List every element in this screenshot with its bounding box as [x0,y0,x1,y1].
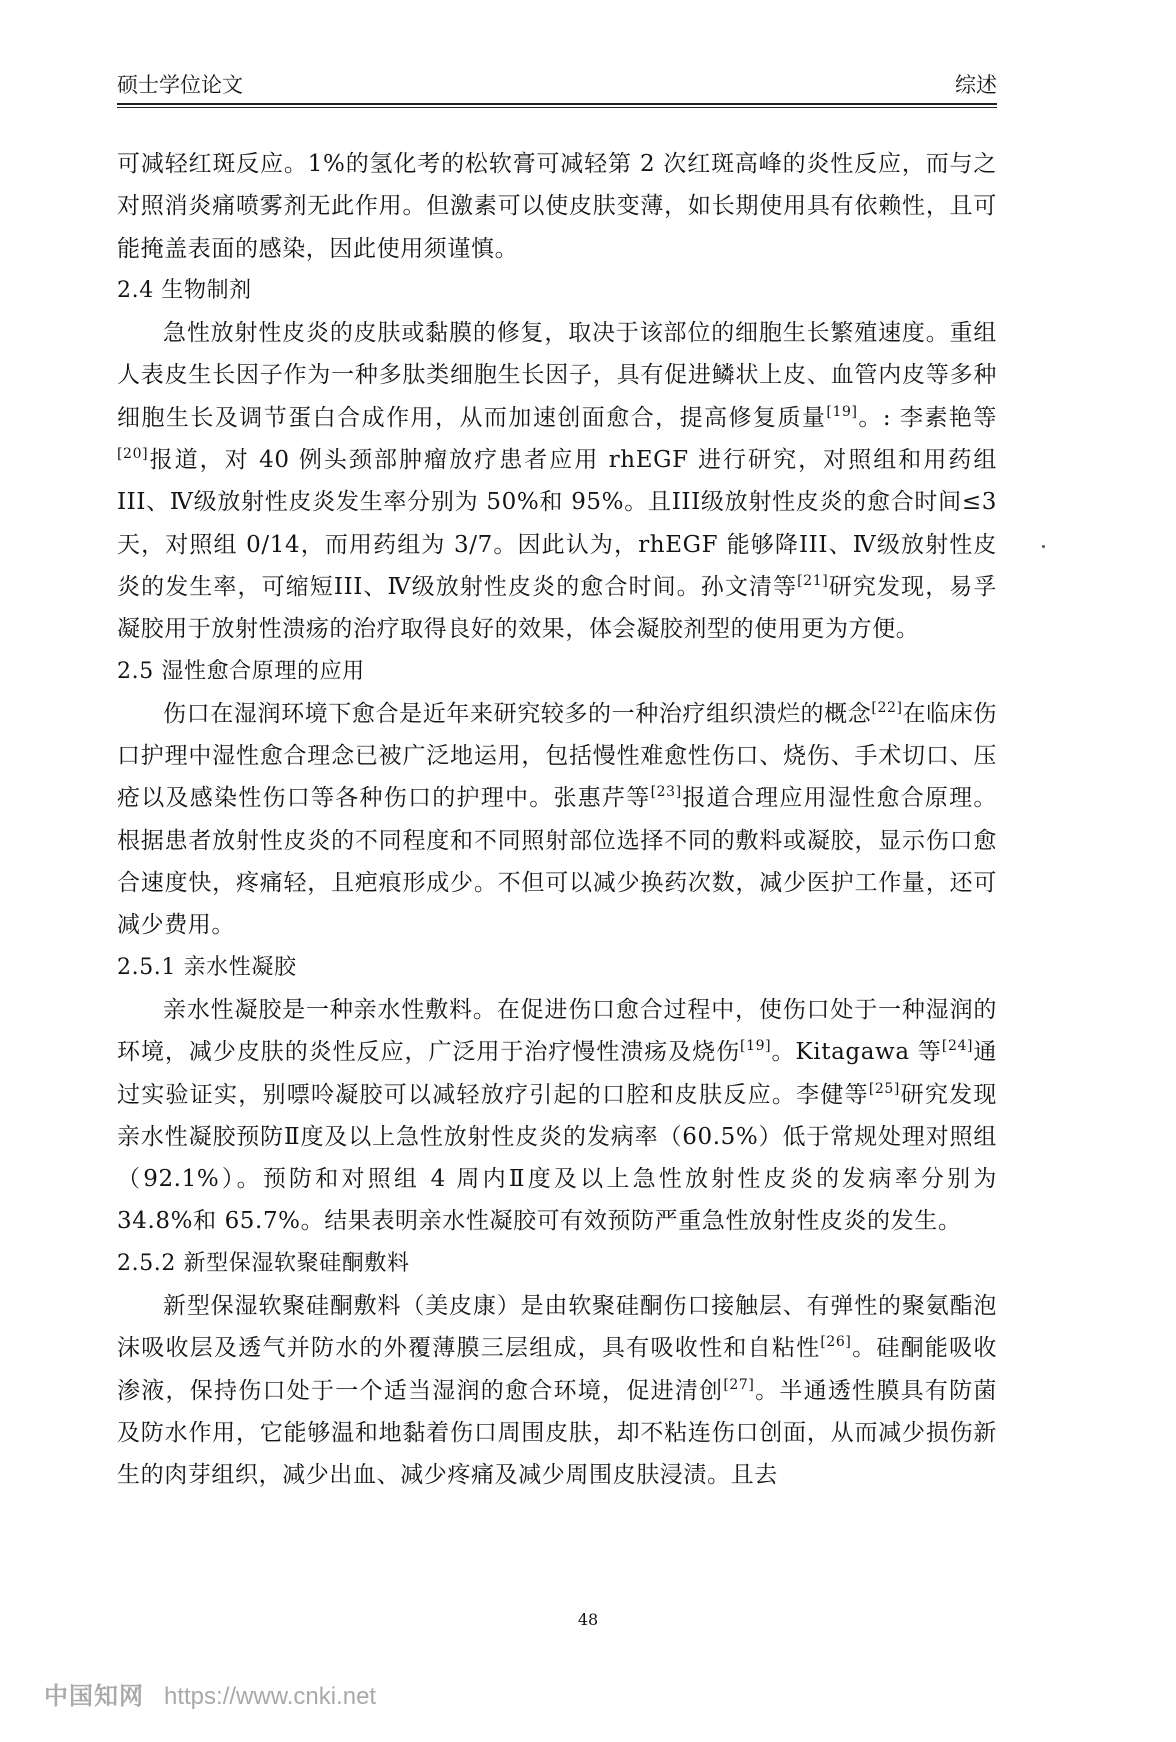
paragraph [117,693,997,947]
citation-ref: [26] [820,1334,852,1351]
header-thesis-type: 硕士学位论文 [117,73,243,97]
watermark-brand: 中国知网 [44,1683,144,1710]
citation-ref: [27] [723,1376,755,1393]
text-run: 在临床伤口护理中湿性愈合理念已被广泛地运用，包括慢性难愈性伤口、烧伤、手术切口、压疮以及感染性伤口等各种伤口的护理中。张惠芹等 [117,700,998,812]
body-text [117,143,997,1497]
page-number: 48 [577,1610,599,1629]
section-heading: 2.5 湿性愈合原理的应用 [117,658,365,684]
running-header [117,70,997,100]
text-run: 报道合理应用湿性愈合原理。根据患者放射性皮炎的不同程度和不同照射部位选择不同的敷料或凝胶，显示伤口愈合速度快，疼痛轻，且疤痕形成少。不但可以减少换药次数，减少医护工作量，还可减少费用。 [117,785,997,939]
paragraph [117,312,997,650]
text-run: 。硅酮能吸收渗液，保持伤口处于一个适当湿润的愈合环境，促进清创 [117,1335,997,1404]
citation-ref: [22] [871,699,903,716]
text-run: 。: 李素艳等 [857,404,997,431]
text-run: 。半通透性膜具有防菌及防水作用，它能够温和地黏着伤口周围皮肤，却不粘连伤口创面，从而减少损伤新生的肉芽组织，减少出血、减少疼痛及减少周围皮肤浸渍。且去 [117,1377,997,1489]
paragraph [117,143,997,270]
header-section: 综述 [955,73,997,97]
paragraph [117,989,997,1243]
text-run: 研究发现，易孚凝胶用于放射性溃疡的治疗取得良好的效果，体会凝胶剂型的使用更为方便。 [117,573,997,643]
citation-ref: [24] [941,1038,974,1055]
paragraph [117,1285,997,1496]
citation-ref: [19] [740,1038,772,1055]
citation-ref: [25] [868,1080,900,1097]
text-run: 新型保湿软聚硅酮敷料（美皮康）是由软聚硅酮伤口接触层、有弹性的聚氨酯泡沫吸收层及透气并防水的外覆薄膜三层组成，具有吸收性和自粘性 [117,1293,997,1362]
section-heading: 2.5.1 亲水性凝胶 [117,954,297,980]
citation-ref: [20] [117,446,149,463]
citation-ref: [23] [650,784,682,801]
section-heading: 2.5.2 新型保湿软聚硅酮敷料 [117,1250,410,1276]
text-run: 研究发现亲水性凝胶预防Ⅱ度及以上急性放射性皮炎的发病率（60.5%）低于常规处理对照组（92.1%）。预防和对照组 4 周内Ⅱ度及以上急性放射性皮炎的发病率分别为 34.8%和 65.7%。结果表明亲水性凝胶可有效预防严重急性放射性皮炎的发生。 [117,1081,997,1235]
scan-speck [1042,545,1045,548]
text-run: 。Kitagawa 等 [771,1039,942,1066]
text-run: 报道，对 40 例头颈部肿瘤放疗患者应用 rhEGF 进行研究，对照组和用药组III、Ⅳ级放射性皮炎发生率分别为 50%和 95%。且III级放射性皮炎的愈合时间≤3 天，对照组 0/14，而用药组为 3/7。因此认为，rhEGF 能够降III、Ⅳ级放射性皮炎的发生率，可缩短III、Ⅳ级放射性皮炎的愈合时间。孙文清等 [117,447,997,600]
text-run: 可减轻红斑反应。1%的氢化考的松软膏可减轻第 2 次红斑高峰的炎性反应，而与之对照消炎痛喷雾剂无此作用。但激素可以使皮肤变薄，如长期使用具有依赖性，且可能掩盖表面的感染，因此使用须谨慎。 [117,151,997,262]
text-run: 通过实验证实，别嘌呤凝胶可以减轻放疗引起的口腔和皮肤反应。李健等 [117,1039,997,1108]
citation-ref: [19] [826,403,858,420]
text-run: 亲水性凝胶是一种亲水性敷料。在促进伤口愈合过程中，使伤口处于一种湿润的环境，减少皮肤的炎性反应，广泛用于治疗慢性溃疡及烧伤 [117,996,997,1066]
header-rule [117,103,997,105]
text-run: 伤口在湿润环境下愈合是近年来研究较多的一种治疗组织溃烂的概念 [163,700,872,727]
cnki-watermark [44,1676,376,1711]
section-heading: 2.4 生物制剂 [117,277,252,303]
header-rule-thin [117,107,997,108]
watermark-url: https://www.cnki.net [164,1683,377,1710]
citation-ref: [21] [797,572,829,589]
text-run: 急性放射性皮炎的皮肤或黏膜的修复，取决于该部位的细胞生长繁殖速度。重组人表皮生长因子作为一种多肽类细胞生长因子，具有促进鳞状上皮、血管内皮等多种细胞生长及调节蛋白合成作用，从而加速创面愈合，提高修复质量 [117,320,997,431]
